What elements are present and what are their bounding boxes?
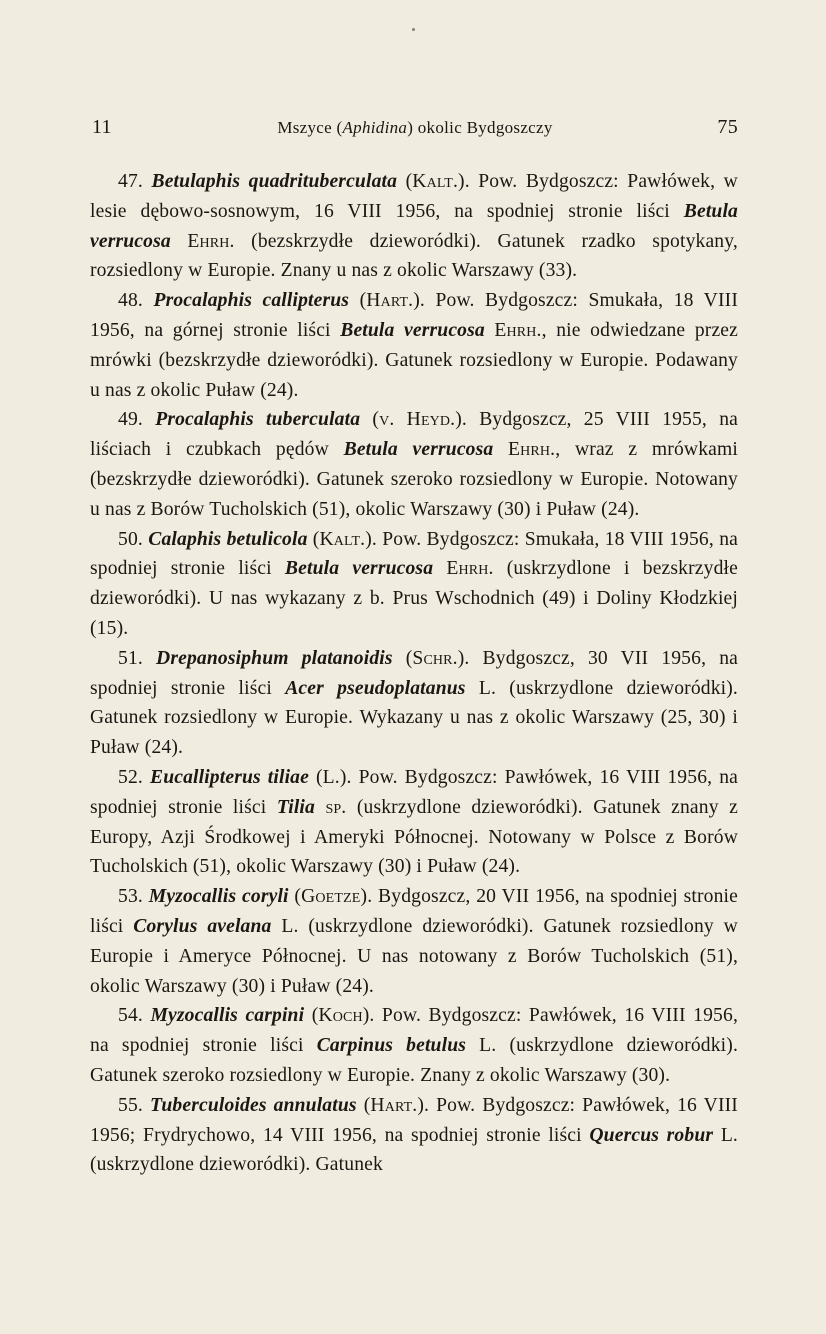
entry-text: . Pow. Bydgoszcz: Pawłówek, w lesie dębowo-sosnowym, 16 VIII 1956, na spodniej stronie liści — [90, 171, 738, 222]
entry-text-continued: (uskrzydlone i bezskrzydłe dzieworódki). U nas wykazany z b. Prus Wschodnich (49) i Doliny Kłodzkiej (15). — [90, 558, 738, 639]
species-author: L. — [322, 766, 340, 788]
speck-mark — [412, 28, 415, 31]
species-name: Myzocallis coryli — [148, 886, 289, 908]
running-title-post: ) okolic Bydgoszczy — [407, 118, 553, 137]
host-author: L. — [281, 915, 299, 937]
entry-text-continued: (uskrzydlone dzieworódki). Gatunek znany z Europy, Azji Środkowej i Ameryki Północnej. Notowany w Polsce z Borów Tucholskich (51), okolic Warszawy (30) i Puław (24). — [90, 796, 738, 878]
species-entry: 52. Eucallipterus tiliae (L.). Pow. Bydgoszcz: Pawłówek, 16 VIII 1956, na spodniej stronie liści Tilia sp. (uskrzydlone dzieworódki). Gatunek znany z Europy, Azji Środkowej i Ameryki Północnej. Notowany w Polsce z Borów Tucholskich (51), okolic Warszawy (30) i Puław (24). — [90, 766, 738, 878]
species-author: Kalt. — [319, 528, 366, 550]
entry-text: . Pow. Bydgoszcz: Pawłówek, 16 VIII 1956; Frydrychowo, 14 VIII 1956, na spodniej stronie liści — [90, 1094, 738, 1146]
species-name: Tuberculoides annulatus — [149, 1094, 357, 1116]
host-author: Ehrh. — [494, 319, 542, 341]
running-title — [92, 118, 738, 138]
host-author: Ehrh. — [508, 439, 556, 461]
host-author: L. — [720, 1124, 738, 1146]
species-entry: 54. Myzocallis carpini (Koch). Pow. Bydgoszcz: Pawłówek, 16 VIII 1956, na spodniej stronie liści Carpinus betulus L. (uskrzydlone dzieworódki). Gatunek szeroko rozsiedlony w Europie. Znany z okolic Warszawy (30). — [90, 1005, 738, 1086]
entry-text-continued: (uskrzydlone dzieworódki). Gatunek rozsiedlony w Europie. Wykazany u nas z okolic Warszawy (25, 30) i Puław (24). — [90, 677, 738, 759]
host-plant: Carpinus betulus — [316, 1035, 467, 1057]
species-name: Procalaphis callipterus — [153, 290, 350, 312]
entry-text: . Pow. Bydgoszcz: Smukała, 18 VIII 1956, na spodniej stronie liści — [90, 528, 738, 580]
entry-text-continued: (uskrzydlone dzieworódki). Gatunek rozsiedlony w Europie i Ameryce Północnej. U nas notowany z Borów Tucholskich (51), okolic Warszawy (30) i Puław (24). — [90, 915, 738, 997]
host-plant: Quercus robur — [589, 1124, 714, 1146]
header-left-number: 11 — [92, 116, 112, 138]
species-entry: 47. Betulaphis quadrituberculata (Kalt.). Pow. Bydgoszcz: Pawłówek, w lesie dębowo-sosnowym, 16 VIII 1956, na spodniej stronie liści Betula verrucosa Ehrh. (bezskrzydłe dzieworódki). Gatunek rzadko spotykany, rozsiedlony w Europie. Znany u nas z okolic Warszawy (33). — [90, 171, 738, 282]
entry-text: . Bydgoszcz, 25 VIII 1955, na liściach i czubkach pędów — [90, 409, 738, 461]
species-entry: 49. Procalaphis tuberculata (v. Heyd.). Bydgoszcz, 25 VIII 1955, na liściach i czubkach pędów Betula verrucosa Ehrh., wraz z mrówkami (bezskrzydłe dzieworódki). Gatunek szeroko rozsiedlony w Europie. Notowany u nas z Borów Tucholskich (51), okolic Warszawy (30) i Puław (24). — [90, 409, 738, 520]
species-name: Drepanosiphum platanoidis — [156, 647, 393, 669]
page-number: 75 — [717, 116, 738, 138]
species-author: Goetze — [301, 886, 361, 908]
species-entry: 53. Myzocallis coryli (Goetze). Bydgoszcz, 20 VII 1956, na spodniej stronie liści Corylus avelana L. (uskrzydlone dzieworódki). Gatunek rozsiedlony w Europie i Ameryce Północnej. U nas notowany z Borów Tucholskich (51), okolic Warszawy (30) i Puław (24). — [90, 886, 738, 997]
species-name: Myzocallis carpini — [150, 1005, 305, 1027]
running-title-pre: Mszyce ( — [277, 118, 343, 137]
entry-text: . Pow. Bydgoszcz: Pawłówek, 16 VIII 1956, na spodniej stronie liści — [90, 766, 738, 818]
species-entry: 51. Drepanosiphum platanoidis (Schr.). Bydgoszcz, 30 VII 1956, na spodniej stronie liści Acer pseudoplatanus L. (uskrzydlone dzieworódki). Gatunek rozsiedlony w Europie. Wykazany u nas z okolic Warszawy (25, 30) i Puław (24). — [90, 647, 738, 759]
species-name: Procalaphis tuberculata — [155, 409, 361, 431]
host-plant: Corylus avelana — [133, 915, 272, 937]
entry-text-continued: (uskrzydlone dzieworódki). Gatunek szeroko rozsiedlony w Europie. Znany z okolic Warszawy (30). — [90, 1035, 738, 1086]
species-author: v. Heyd. — [379, 409, 456, 431]
host-plant: Betula verrucosa — [90, 200, 738, 252]
host-plant: Acer pseudoplatanus — [285, 677, 466, 699]
host-plant: Tilia — [276, 796, 315, 818]
entry-number: 52. — [118, 766, 143, 788]
entry-text-continued: , nie odwiedzane przez mrówki (bezskrzydłe dzieworódki). Gatunek rozsiedlony w Europie. Podawany u nas z okolic Puław (24). — [90, 319, 738, 401]
species-list — [90, 167, 738, 1180]
entry-number: 54. — [118, 1005, 143, 1027]
running-title-italic: Aphidina — [342, 118, 408, 137]
running-header — [92, 116, 738, 146]
entry-text: . Pow. Bydgoszcz: Smukała, 18 VIII 1956, na górnej stronie liści — [90, 290, 738, 341]
species-author: Hart. — [370, 1094, 418, 1116]
host-author: Ehrh. — [446, 558, 494, 580]
host-author: sp. — [325, 796, 347, 818]
entry-number: 49. — [118, 409, 143, 431]
species-author: Schr. — [412, 647, 458, 669]
entry-number: 55. — [118, 1094, 143, 1116]
entry-number: 48. — [118, 290, 143, 312]
entry-text-continued: , wraz z mrówkami (bezskrzydłe dzieworódki). Gatunek szeroko rozsiedlony w Europie. Notowany u nas z Borów Tucholskich (51), okolic Warszawy (30) i Puław (24). — [90, 439, 738, 520]
species-name: Eucallipterus tiliae — [149, 766, 309, 788]
species-entry: 55. Tuberculoides annulatus (Hart.). Pow. Bydgoszcz: Pawłówek, 16 VIII 1956; Frydrychowo, 14 VIII 1956, na spodniej stronie liści Quercus robur L. (uskrzydlone dzieworódki). Gatunek — [90, 1094, 738, 1176]
species-name: Calaphis betulicola — [148, 528, 308, 550]
host-author: L. — [479, 1035, 497, 1057]
species-author: Koch — [318, 1005, 363, 1027]
entry-text: . Bydgoszcz, 30 VII 1956, na spodniej stronie liści — [90, 647, 738, 699]
entry-number: 47. — [118, 171, 143, 192]
host-author: Ehrh. — [187, 230, 235, 252]
species-name: Betulaphis quadrituberculata — [151, 171, 398, 192]
entry-text-continued: (uskrzydlone dzieworódki). Gatunek — [90, 1154, 383, 1176]
entry-text: . Pow. Bydgoszcz: Pawłówek, 16 VIII 1956, na spodniej stronie liści — [90, 1005, 738, 1057]
entry-text-continued: (bezskrzydłe dzieworódki). Gatunek rzadko spotykany, rozsiedlony w Europie. Znany u nas z okolic Warszawy (33). — [90, 230, 738, 282]
species-entry: 48. Procalaphis callipterus (Hart.). Pow. Bydgoszcz: Smukała, 18 VIII 1956, na górnej stronie liści Betula verrucosa Ehrh., nie odwiedzane przez mrówki (bezskrzydłe dzieworódki). Gatunek rozsiedlony w Europie. Podawany u nas z okolic Puław (24). — [90, 290, 738, 401]
host-plant: Betula verrucosa — [284, 558, 434, 580]
entry-text: . Bydgoszcz, 20 VII 1956, na spodniej stronie liści — [90, 886, 738, 937]
entry-number: 50. — [118, 528, 143, 550]
entry-number: 51. — [118, 647, 143, 669]
host-plant: Betula verrucosa — [340, 319, 485, 341]
host-author: L. — [478, 677, 497, 699]
entry-number: 53. — [118, 886, 143, 908]
host-plant: Betula verrucosa — [343, 439, 494, 461]
species-author: Kalt. — [412, 171, 458, 192]
species-entry: 50. Calaphis betulicola (Kalt.). Pow. Bydgoszcz: Smukała, 18 VIII 1956, na spodniej stronie liści Betula verrucosa Ehrh. (uskrzydlone i bezskrzydłe dzieworódki). U nas wykazany z b. Prus Wschodnich (49) i Doliny Kłodzkiej (15). — [90, 528, 738, 639]
species-author: Hart. — [366, 290, 414, 312]
